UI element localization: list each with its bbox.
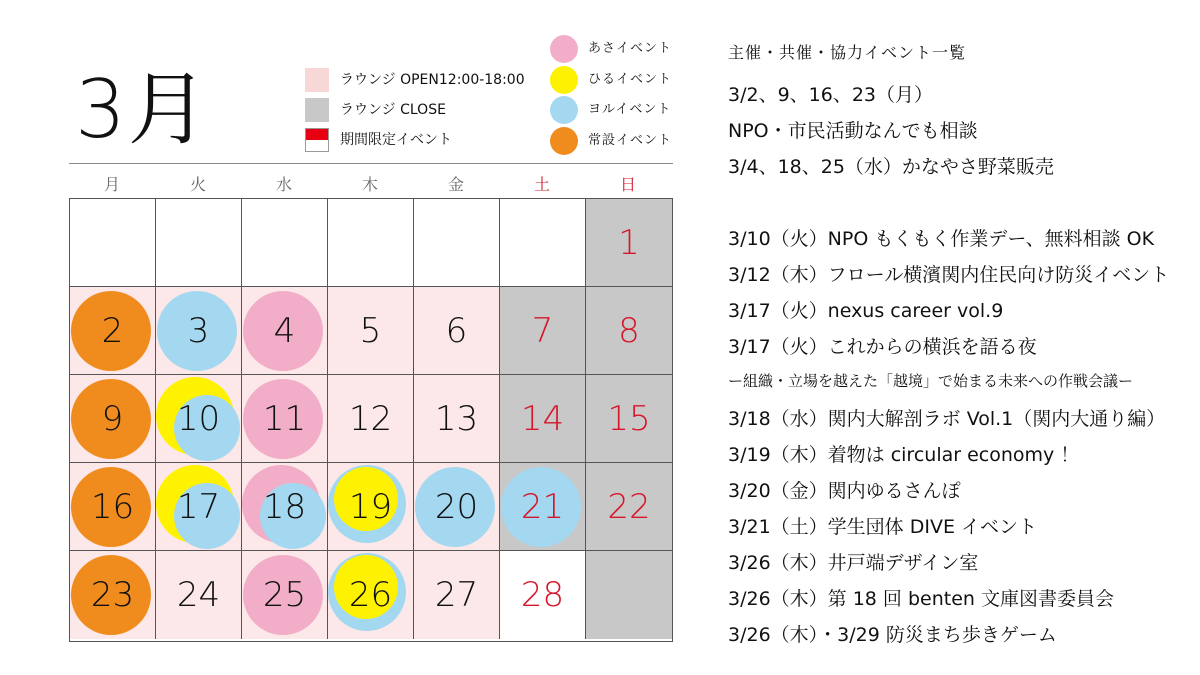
day-number: 15: [607, 398, 651, 439]
calendar-day-cell: [70, 287, 156, 375]
regular-event-line: 3/4、18、25（水）かなやさ野菜販売: [728, 156, 1054, 178]
month-title: 3月: [75, 63, 210, 156]
day-number: 13: [434, 398, 479, 439]
day-number: 20: [434, 486, 479, 527]
calendar-day-cell: [328, 375, 414, 463]
calendar-day-cell: [242, 463, 328, 551]
day-number: 7: [531, 310, 554, 351]
day-number: 12: [348, 398, 393, 439]
calendar-day-cell: [500, 551, 586, 639]
calendar-day-cell: [242, 287, 328, 375]
lounge-close-swatch: [305, 98, 329, 122]
calendar-day-cell: [500, 287, 586, 375]
event-list-subtitle: ー組織・立場を越えた「越境」で始まる未来への作戦会議ー: [728, 372, 1134, 390]
jousetsu-event-label: 常設イベント: [588, 133, 673, 148]
event-list-item: 3/26（木）第 18 回 benten 文庫図書委員会: [728, 588, 1114, 610]
calendar-day-cell: [70, 375, 156, 463]
lounge-open-swatch: [305, 68, 329, 92]
calendar-day-cell: [414, 375, 500, 463]
weekday-wed: 水: [275, 175, 292, 194]
day-number: 1: [618, 222, 640, 263]
event-list-item: 3/17（火）nexus career vol.9: [728, 300, 1004, 322]
calendar-cell-empty: [500, 199, 586, 287]
event-list-heading: 主催・共催・協力イベント一覧: [728, 43, 967, 62]
event-list-item: 3/19（木）着物は circular economy ！: [728, 444, 1080, 466]
jousetsu-event-dot: [550, 127, 578, 155]
day-number: 2: [101, 310, 124, 351]
hiru-event-label: ひるイベント: [588, 72, 673, 87]
day-number: 9: [101, 398, 124, 439]
calendar-day-cell: [500, 375, 586, 463]
calendar-day-cell: [156, 287, 242, 375]
asa-event-dot: [550, 35, 578, 63]
day-number: 3: [187, 310, 210, 351]
calendar-cell-empty: [328, 199, 414, 287]
regular-event-line: 3/2、9、16、23（月）: [728, 84, 934, 106]
calendar-cell-empty: [242, 199, 328, 287]
weekday-thu: 木: [361, 175, 378, 194]
calendar-day-cell: [70, 551, 156, 639]
day-number: 5: [359, 310, 382, 351]
regular-event-line: NPO・市民活動なんでも相談: [728, 120, 978, 142]
calendar-day-cell: [156, 375, 242, 463]
limited-event-label: 期間限定イベント: [340, 132, 452, 148]
day-number: 10: [176, 398, 221, 439]
calendar-cell-empty: [414, 199, 500, 287]
day-number: 6: [445, 310, 468, 351]
calendar-day-cell: [156, 463, 242, 551]
asa-event-label: あさイベント: [588, 41, 673, 56]
event-list-item: 3/20（金）関内ゆるさんぽ: [728, 480, 961, 502]
event-list-item: 3/17（火）これからの横浜を語る夜: [728, 336, 1037, 358]
calendar-day-cell: [586, 463, 672, 551]
day-number: 19: [348, 486, 393, 527]
day-number: 4: [273, 310, 296, 351]
yoru-event-dot: [550, 96, 578, 124]
weekday-sun: 日: [619, 175, 636, 194]
calendar-day-cell: [586, 287, 672, 375]
limited-event-swatch: [305, 128, 329, 152]
event-list-item: 3/12（木）フロール横濱関内住民向け防災イベント: [728, 264, 1170, 286]
calendar-day-cell: [328, 287, 414, 375]
calendar-day-cell: [414, 551, 500, 639]
calendar-day-cell: [414, 463, 500, 551]
day-number: 23: [90, 575, 135, 615]
calendar-day-cell: [242, 551, 328, 639]
calendar-day-cell: [500, 463, 586, 551]
event-list-item: 3/18（水）関内大解剖ラボ Vol.1（関内大通り編）: [728, 408, 1166, 430]
calendar-cell-empty: [70, 199, 156, 287]
calendar-day-cell: [328, 551, 414, 639]
day-number: 16: [90, 486, 135, 527]
day-number: 14: [520, 398, 565, 439]
weekday-tue: 火: [189, 175, 206, 194]
day-number: 22: [607, 486, 651, 527]
weekday-sat: 土: [533, 175, 550, 194]
calendar-day-cell: [586, 199, 672, 287]
event-list-item: 3/10（火）NPO もくもく作業デー、無料相談 OK: [728, 228, 1155, 250]
header-divider: [69, 163, 673, 164]
day-number: [586, 551, 672, 639]
day-number: 26: [348, 575, 393, 615]
day-number: 27: [434, 575, 479, 615]
weekday-fri: 金: [447, 175, 464, 194]
calendar-day-cell: [328, 463, 414, 551]
day-number: 25: [262, 575, 307, 615]
calendar-day-cell: [156, 551, 242, 639]
hiru-event-dot: [550, 66, 578, 94]
calendar-day-cell: [586, 375, 672, 463]
calendar-day-cell: [586, 551, 672, 639]
day-number: 21: [520, 486, 565, 527]
calendar-day-cell: [414, 287, 500, 375]
event-list-item: 3/21（土）学生団体 DIVE イベント: [728, 516, 1037, 538]
day-number: 11: [262, 398, 307, 439]
lounge-open-label: ラウンジ OPEN12:00-18:00: [340, 72, 525, 88]
calendar-day-cell: [70, 463, 156, 551]
day-number: 24: [176, 575, 221, 615]
calendar-grid: [69, 198, 673, 642]
weekday-mon: 月: [103, 175, 120, 194]
calendar-day-cell: [242, 375, 328, 463]
day-number: 8: [618, 310, 640, 351]
day-number: 28: [520, 575, 565, 615]
yoru-event-label: ヨルイベント: [588, 102, 672, 117]
event-list-item: 3/26（木）井戸端デザイン室: [728, 552, 979, 574]
day-number: 18: [262, 486, 307, 527]
calendar-cell-empty: [156, 199, 242, 287]
event-list-item: 3/26（木）・3/29 防災まち歩きゲーム: [728, 624, 1057, 646]
day-number: 17: [176, 486, 221, 527]
lounge-close-label: ラウンジ CLOSE: [340, 102, 446, 118]
